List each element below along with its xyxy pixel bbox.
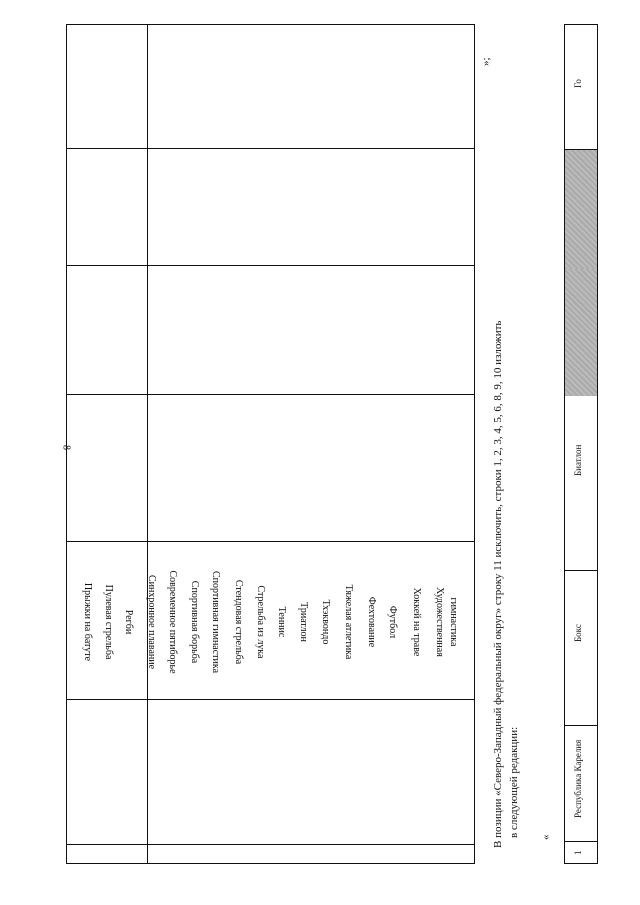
table-divider <box>147 25 148 863</box>
sport-list-item: Теннис <box>276 606 287 638</box>
sport-list-item: Стендовая стрельба <box>233 579 244 665</box>
table-divider <box>67 148 474 149</box>
sport-list-item: Спортивная борьба <box>189 580 200 664</box>
sport-list-item: Прыжки на батуте <box>82 582 93 662</box>
upper-table <box>66 24 475 864</box>
table-divider <box>67 394 474 395</box>
shaded-cell <box>565 149 597 269</box>
sport-name: Биатлон <box>573 444 583 476</box>
table-divider <box>67 265 474 266</box>
row-number: 1 <box>573 850 583 855</box>
sport-name: Бокс <box>573 624 583 642</box>
sport-list-item: Тяжелая атлетика <box>343 584 354 660</box>
paragraph-line-1: В позиции «Северо-Западный федеральный округ» строку 11 исключить, строки 1, 2, 3, 4, 5, 6, 8, 9, 10 изложить <box>492 320 504 848</box>
shaded-cell <box>565 268 597 396</box>
sport-list-item: Синхронное плавание <box>146 574 157 670</box>
sport-list-item: Современное пятиборье <box>167 570 178 674</box>
opening-quote: « <box>540 834 552 840</box>
cell-text: Го <box>573 79 583 88</box>
table-cell <box>565 395 597 571</box>
sport-list-item: Регби <box>123 609 134 635</box>
sport-list-item: Футбол <box>387 605 398 639</box>
closing-quote: »; <box>480 57 492 66</box>
sport-list-item: Фехтование <box>366 596 377 648</box>
sport-list-item: гимнастика <box>448 597 459 647</box>
page-number: 8 <box>60 445 72 450</box>
sport-list-item: Пулевая стрельба <box>103 584 114 660</box>
sport-list-item: Художественная <box>434 587 445 657</box>
table-cell <box>565 570 597 726</box>
sport-list-item: Спортивная гимнастика <box>210 570 221 674</box>
paragraph-line-2: в следующей редакции: <box>508 726 520 838</box>
sport-list-item: Стрельба из лука <box>255 585 266 659</box>
table-divider <box>67 844 474 845</box>
sport-list-item: Тхэквондо <box>320 599 331 645</box>
region-name: Республика Карелия <box>573 739 583 818</box>
sport-list-item: Триатлон <box>298 602 309 642</box>
sport-list-item: Хоккей на траве <box>411 587 422 657</box>
